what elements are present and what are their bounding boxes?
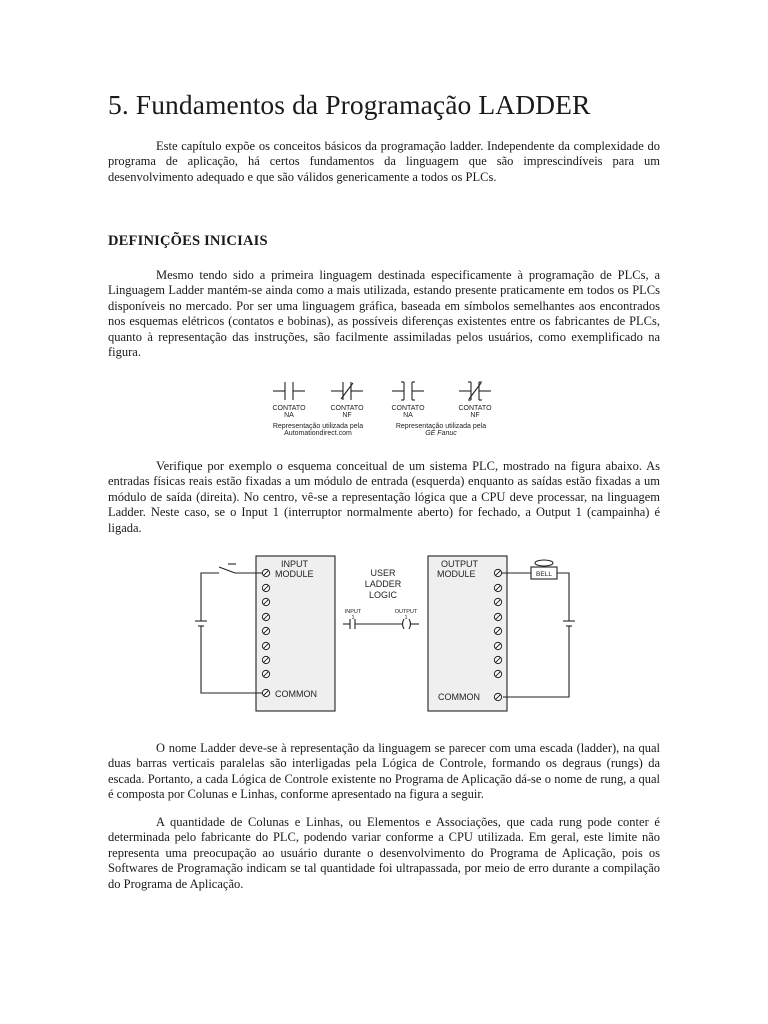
bell-label: BELL xyxy=(536,571,552,578)
quantity-paragraph: A quantidade de Colunas e Linhas, ou Elementos e Associações, que cada rung pode conter é determinada pelo fabricante do PLC, podendo variar conforme a CPU utilizada. Em geral, este limite não representa uma preocupação ao usuário durante o desenvolvimento do Programa de Aplicação, pois os Softwares de Programação indicam se tal quantidade foi ultrapassada, por meio de erro durante a compilação do Programa de Aplicação. xyxy=(108,815,660,891)
caption-automationdirect-name: Automationdirect.com xyxy=(284,430,352,437)
caption-gefanuc-name: GE Fanuc xyxy=(425,430,457,437)
contact-nf-label-ge: CONTATO xyxy=(458,405,492,412)
contact-na-label-ge: CONTATO xyxy=(391,405,425,412)
section-title: DEFINIÇÕES INICIAIS xyxy=(108,233,268,249)
page-title: 5. Fundamentos da Programação LADDER xyxy=(108,89,591,120)
rung-output-label: OUTPUT xyxy=(394,609,418,615)
input-common-label: COMMON xyxy=(275,689,317,699)
contact-nf-sublabel: NF xyxy=(342,412,352,419)
user-logic-label-2: LADDER xyxy=(364,579,402,589)
user-logic-label: USER xyxy=(370,568,396,578)
contact-symbols-figure xyxy=(266,379,516,439)
contact-na-label: CONTATO xyxy=(272,405,306,412)
ladder-name-paragraph: O nome Ladder deve-se à representação da linguagem se parecer com uma escada (ladder), na qual duas barras verticais paralelas são interligadas pela Lógica de Controle, formando os degraus (rungs) da escada. Portanto, a cada Lógica de Controle existente no Programa de Aplicação dá-se o nome de rung, a qual é composta por Colunas e Linhas, conforme apresentado na figura a seguir. xyxy=(108,741,660,802)
rung-input-number: 1 xyxy=(351,615,355,621)
intro-paragraph: Este capítulo expõe os conceitos básicos da programação ladder. Independente da complexidade do programa de aplicação, há certos fundamentos da linguagem que são imprescindíveis para um desenvolvimento adequado e que são válidos genericamente a todos os PLCs. xyxy=(108,139,660,184)
contact-na-sublabel-ge: NA xyxy=(403,412,413,419)
contact-nf-label: CONTATO xyxy=(330,405,364,412)
document-page xyxy=(108,88,660,891)
plc-system-diagram xyxy=(193,553,593,723)
caption-gefanuc: Representação utilizada pela xyxy=(395,423,487,430)
output-module-label-2: MODULE xyxy=(437,569,476,579)
rung-output-number: 1 xyxy=(404,615,408,621)
output-common-label: COMMON xyxy=(438,692,480,702)
definitions-paragraph: Mesmo tendo sido a primeira linguagem destinada especificamente à programação de PLCs, a Linguagem Ladder mantém-se ainda como a mais utilizada, estando presente praticamente em todos os PLCs disponíveis no mercado. Por ser uma linguagem gráfica, baseada em símbolos semelhantes aos encontrados nos esquemas elétricos (contatos e bobinas), as possíveis diferenças existentes entre os fabricantes de PLCs, quanto à representação das instruções, são facilmente assimiladas pelos usuários, como exemplificado na figura. xyxy=(108,268,660,360)
user-logic-label-3: LOGIC xyxy=(368,590,398,600)
caption-automationdirect: Representação utilizada pela xyxy=(272,423,364,430)
input-module-label: INPUT xyxy=(281,559,308,569)
rung-input-label: INPUT xyxy=(344,609,362,615)
contact-na-sublabel: NA xyxy=(284,412,294,419)
output-module-label: OUTPUT xyxy=(441,559,478,569)
example-paragraph: Verifique por exemplo o esquema conceitual de um sistema PLC, mostrado na figura abaixo. As entradas físicas reais estão fixadas a um módulo de entrada (esquerda) enquanto as saídas estão fixadas a um módulo de saída (direita). No centro, vê-se a representação lógica que a CPU deve processar, na linguagem Ladder. Neste caso, se o Input 1 (interruptor normalmente aberto) for fechado, a Output 1 (campainha) é ligada. xyxy=(108,459,660,535)
input-module-label-2: MODULE xyxy=(275,569,314,579)
contact-nf-sublabel-ge: NF xyxy=(470,412,480,419)
